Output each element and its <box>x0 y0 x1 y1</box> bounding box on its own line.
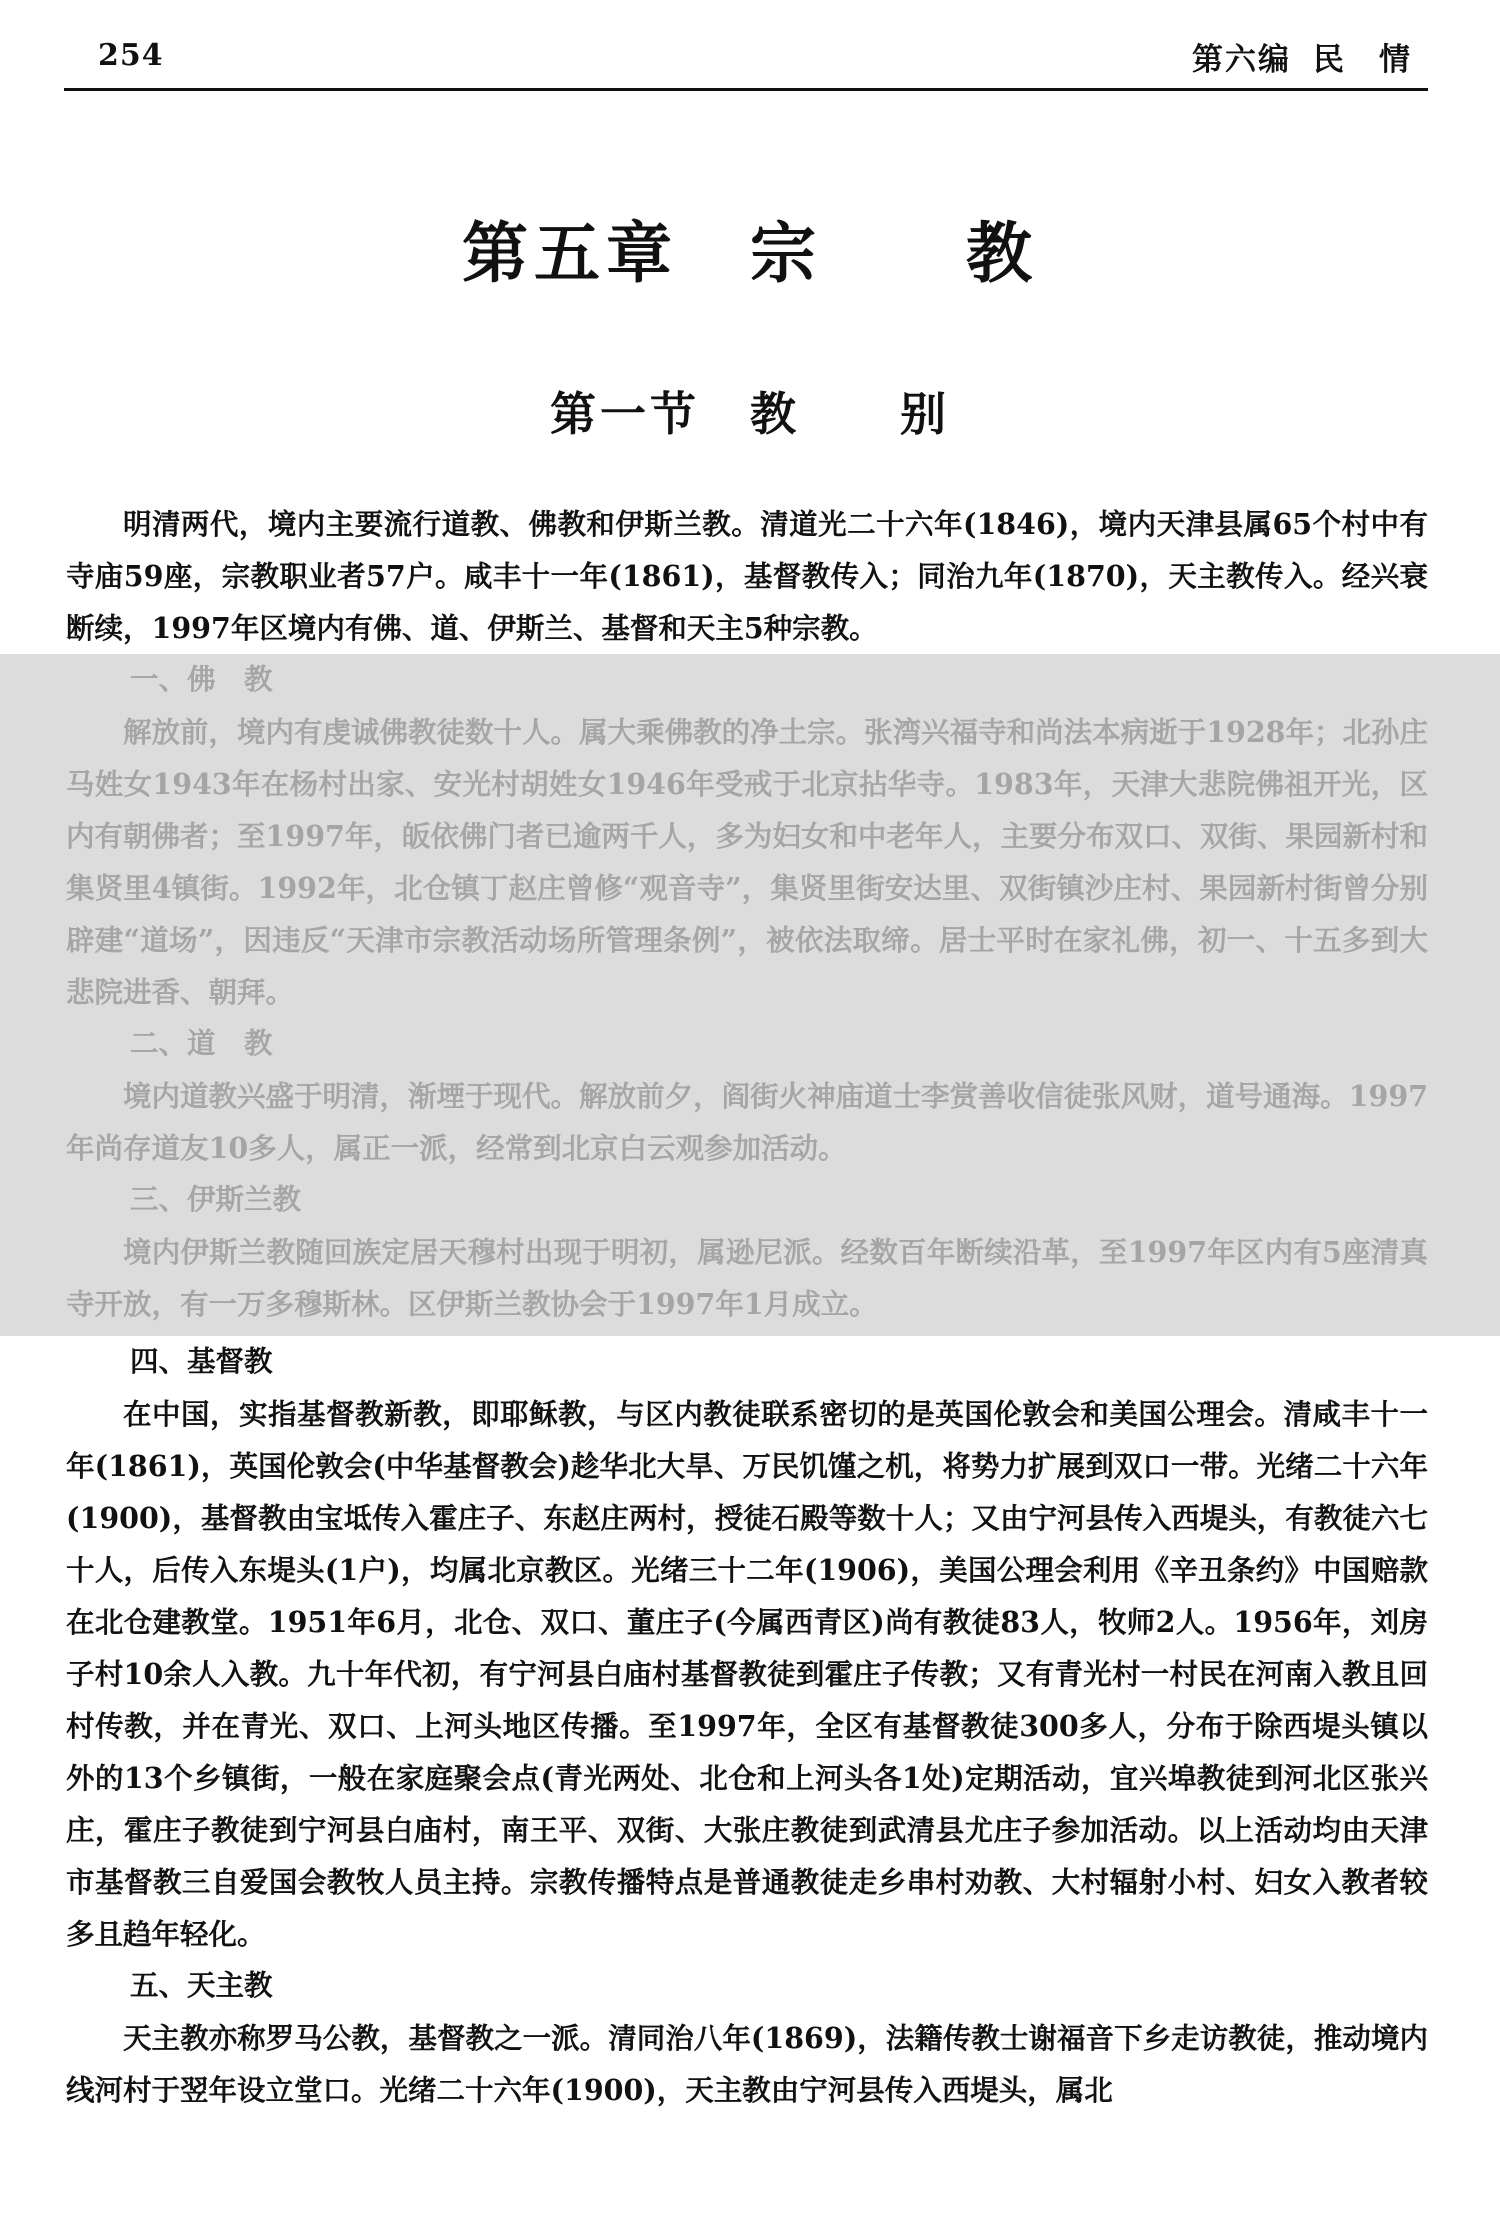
paragraph-taoism: 境内道教兴盛于明清，渐堙于现代。解放前夕，阎街火神庙道士李赏善收信徒张风财，道号通海。1997年尚存道友10多人，属正一派，经常到北京白云观参加活动。 <box>66 1079 1428 1165</box>
subhead-christianity: 四、基督教 <box>130 1345 273 1378</box>
running-header-part: 第六编 <box>1192 42 1291 78</box>
paragraph-buddhism: 解放前，境内有虔诚佛教徒数十人。属大乘佛教的净土宗。张湾兴福寺和尚法本病逝于1928年；北孙庄马姓女1943年在杨村出家、安光村胡姓女1946年受戒于北京拈华寺。1983年，天津大悲院佛祖开光，区内有朝佛者；至1997年，皈依佛门者已逾两千人，多为妇女和中老年人，主要分布双口、双街、果园新村和集贤里4镇街。1992年，北仓镇丁赵庄曾修“观音寺”，集贤里街安达里、双街镇沙庄村、果园新村街曾分别辟建“道场”，因违反“天津市宗教活动场所管理条例”，被依法取缔。居士平时在家礼佛，初一、十五多到大悲院进香、朝拜。 <box>66 715 1428 1009</box>
chapter-title: 第五章 宗 教 <box>462 215 1038 292</box>
subhead-islam: 三、伊斯兰教 <box>130 1183 302 1216</box>
paragraph-islam: 境内伊斯兰教随回族定居天穆村出现于明初，属逊尼派。经数百年断续沿革，至1997年区内有5座清真寺开放，有一万多穆斯林。区伊斯兰教协会于1997年1月成立。 <box>66 1235 1428 1321</box>
page-number: 254 <box>98 38 164 73</box>
subhead-buddhism: 一、佛 教 <box>130 663 273 696</box>
paragraph-catholicism: 天主教亦称罗马公教，基督教之一派。清同治八年(1869)，法籍传教士谢福音下乡走访教徒，推动境内线河村于翌年设立堂口。光绪二十六年(1900)，天主教由宁河县传入西堤头，属北 <box>66 2021 1428 2107</box>
header-rule <box>64 88 1428 91</box>
section-title: 第一节 教 别 <box>550 387 950 441</box>
paragraph-christianity: 在中国，实指基督教新教，即耶稣教，与区内教徒联系密切的是英国伦敦会和美国公理会。清咸丰十一年(1861)，英国伦敦会(中华基督教会)趁华北大旱、万民饥馑之机，将势力扩展到双口一带。光绪二十六年(1900)，基督教由宝坻传入霍庄子、东赵庄两村，授徒石殿等数十人；又由宁河县传入西堤头，有教徒六七十人，后传入东堤头(1户)，均属北京教区。光绪三十二年(1906)，美国公理会利用《辛丑条约》中国赔款在北仓建教堂。1951年6月，北仓、双口、董庄子(今属西青区)尚有教徒83人，牧师2人。1956年，刘房子村10余人入教。九十年代初，有宁河县白庙村基督教徒到霍庄子传教；又有青光村一村民在河南入教且回村传教，并在青光、双口、上河头地区传播。至1997年，全区有基督教徒300多人，分布于除西堤头镇以外的13个乡镇街，一般在家庭聚会点(青光两处、北仓和上河头各1处)定期活动，宜兴埠教徒到河北区张兴庄，霍庄子教徒到宁河县白庙村，南王平、双街、大张庄教徒到武清县尤庄子参加活动。以上活动均由天津市基督教三自爱国会教牧人员主持。宗教传播特点是普通教徒走乡串村劝教、大村辐射小村、妇女入教者较多且趋年轻化。 <box>66 1397 1428 1951</box>
subhead-catholicism: 五、天主教 <box>130 1969 273 2002</box>
faded-band <box>0 654 1500 1336</box>
running-header <box>1192 34 1412 79</box>
body-content <box>66 498 1428 2116</box>
running-header-topic: 民 情 <box>1313 42 1412 78</box>
subhead-taoism: 二、道 教 <box>130 1027 273 1060</box>
intro-paragraph: 明清两代，境内主要流行道教、佛教和伊斯兰教。清道光二十六年(1846)，境内天津县属65个村中有寺庙59座，宗教职业者57户。咸丰十一年(1861)，基督教传入；同治九年(1870)，天主教传入。经兴衰断续，1997年区境内有佛、道、伊斯兰、基督和天主5种宗教。 <box>66 507 1428 645</box>
